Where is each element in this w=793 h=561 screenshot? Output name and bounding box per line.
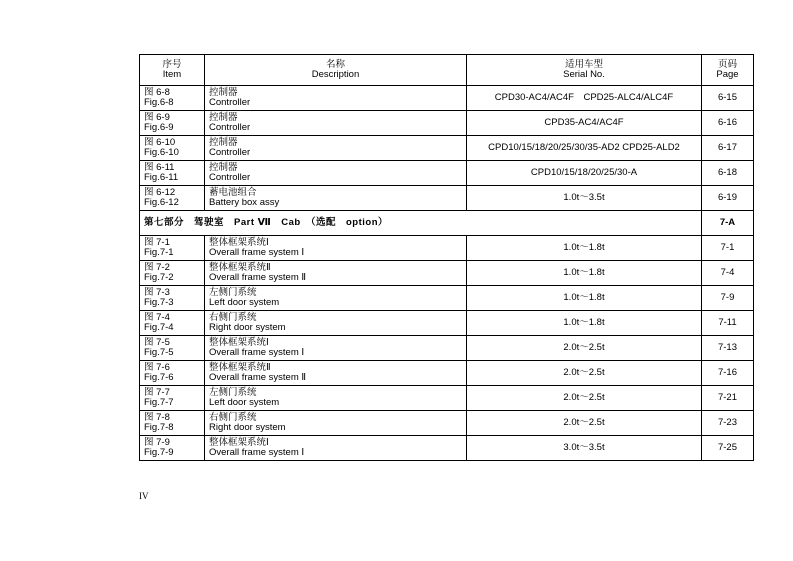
page-number: IV xyxy=(139,491,149,501)
figure-number-en: Fig.6-9 xyxy=(144,122,174,133)
page-cell: 7-16 xyxy=(702,361,754,386)
description-cn: 整体框架系统Ⅰ xyxy=(209,336,269,348)
description-cell xyxy=(205,411,467,436)
table-row xyxy=(140,436,754,461)
table-row xyxy=(140,161,754,186)
serial-cell: CPD10/15/18/20/25/30-A xyxy=(467,161,702,186)
description-en: Right door system xyxy=(209,422,286,433)
description-en: Right door system xyxy=(209,322,286,333)
page-cell: 7-23 xyxy=(702,411,754,436)
description-cell xyxy=(205,386,467,411)
figure-number-en: Fig.6-11 xyxy=(144,172,179,183)
table-row xyxy=(140,186,754,211)
description-cell xyxy=(205,186,467,211)
serial-cell: 2.0t～2.5t xyxy=(467,361,702,386)
page-cell: 7-25 xyxy=(702,436,754,461)
table-row xyxy=(140,236,754,261)
description-en: Left door system xyxy=(209,297,280,308)
part-title: 第七部分 驾驶室 Part Ⅶ Cab （选配 option） xyxy=(140,211,702,236)
table-row xyxy=(140,411,754,436)
description-en: Controller xyxy=(209,122,251,133)
description-en: Overall frame system Ⅰ xyxy=(209,447,305,458)
description-cell xyxy=(205,286,467,311)
table-row xyxy=(140,286,754,311)
figure-number-cn: 图 6-10 xyxy=(144,136,176,148)
description-cn: 右侧门系统 xyxy=(209,311,257,323)
figure-number-cn: 图 7-4 xyxy=(144,311,170,323)
header-row xyxy=(140,55,754,86)
item-cell xyxy=(140,361,205,386)
description-cn: 右侧门系统 xyxy=(209,411,257,423)
figure-number-cn: 图 7-3 xyxy=(144,286,170,298)
table-row xyxy=(140,311,754,336)
table-row xyxy=(140,386,754,411)
page-cell: 7-4 xyxy=(702,261,754,286)
figure-number-en: Fig.7-9 xyxy=(144,447,174,458)
table-row xyxy=(140,86,754,111)
description-cell xyxy=(205,436,467,461)
serial-cell: 1.0t～1.8t xyxy=(467,261,702,286)
item-cell xyxy=(140,186,205,211)
table-row xyxy=(140,111,754,136)
description-en: Left door system xyxy=(209,397,280,408)
figure-number-en: Fig.7-7 xyxy=(144,397,174,408)
description-en: Controller xyxy=(209,147,251,158)
description-en: Controller xyxy=(209,97,251,108)
description-cell xyxy=(205,111,467,136)
serial-cell: CPD30-AC4/AC4F CPD25-ALC4/ALC4F xyxy=(467,86,702,111)
figure-number-en: Fig.7-4 xyxy=(144,322,174,333)
description-cn: 整体框架系统Ⅰ xyxy=(209,236,269,248)
figure-number-cn: 图 6-8 xyxy=(144,86,170,98)
item-cell xyxy=(140,86,205,111)
item-cell xyxy=(140,161,205,186)
description-cn: 控制器 xyxy=(209,111,238,123)
table-row xyxy=(140,261,754,286)
header-item: 序号 Item xyxy=(140,55,205,86)
description-cn: 控制器 xyxy=(209,161,238,173)
serial-cell: 2.0t～2.5t xyxy=(467,336,702,361)
parts-index-table xyxy=(139,54,754,461)
description-en: Overall frame system Ⅱ xyxy=(209,272,307,283)
figure-number-cn: 图 7-8 xyxy=(144,411,170,423)
description-cn: 蓄电池组合 xyxy=(209,186,257,198)
header-description: 名称 Description xyxy=(205,55,467,86)
figure-number-cn: 图 7-7 xyxy=(144,386,170,398)
figure-number-cn: 图 7-1 xyxy=(144,236,170,248)
part-page: 7-A xyxy=(702,211,754,236)
figure-number-en: Fig.6-10 xyxy=(144,147,179,158)
figure-number-cn: 图 7-9 xyxy=(144,436,170,448)
description-cell xyxy=(205,161,467,186)
figure-number-cn: 图 7-2 xyxy=(144,261,170,273)
description-en: Battery box assy xyxy=(209,197,280,208)
item-cell xyxy=(140,261,205,286)
description-cell xyxy=(205,261,467,286)
description-en: Overall frame system Ⅰ xyxy=(209,347,305,358)
figure-number-en: Fig.7-6 xyxy=(144,372,174,383)
page-cell: 6-18 xyxy=(702,161,754,186)
description-cn: 左侧门系统 xyxy=(209,386,257,398)
figure-number-en: Fig.6-12 xyxy=(144,197,179,208)
serial-cell: CPD10/15/18/20/25/30/35-AD2 CPD25-ALD2 xyxy=(467,136,702,161)
serial-cell: 3.0t～3.5t xyxy=(467,436,702,461)
figure-number-en: Fig.7-3 xyxy=(144,297,174,308)
serial-cell: 1.0t～1.8t xyxy=(467,286,702,311)
figure-number-en: Fig.7-5 xyxy=(144,347,174,358)
page-cell: 7-21 xyxy=(702,386,754,411)
item-cell xyxy=(140,336,205,361)
description-cn: 整体框架系统Ⅰ xyxy=(209,436,269,448)
item-cell xyxy=(140,411,205,436)
figure-number-cn: 图 7-5 xyxy=(144,336,170,348)
page-cell: 7-13 xyxy=(702,336,754,361)
description-cell xyxy=(205,86,467,111)
description-en: Controller xyxy=(209,172,251,183)
description-en: Overall frame system Ⅱ xyxy=(209,372,307,383)
serial-cell: 1.0t～1.8t xyxy=(467,311,702,336)
table-row xyxy=(140,336,754,361)
page-cell: 7-11 xyxy=(702,311,754,336)
description-cn: 左侧门系统 xyxy=(209,286,257,298)
item-cell xyxy=(140,286,205,311)
serial-cell: 1.0t～3.5t xyxy=(467,186,702,211)
part-heading-row xyxy=(140,211,754,236)
table-row xyxy=(140,361,754,386)
description-cell xyxy=(205,236,467,261)
page-cell: 6-17 xyxy=(702,136,754,161)
header-serial: 适用车型 Serial No. xyxy=(467,55,702,86)
item-cell xyxy=(140,111,205,136)
figure-number-cn: 图 6-9 xyxy=(144,111,170,123)
page-cell: 7-9 xyxy=(702,286,754,311)
item-cell xyxy=(140,136,205,161)
item-cell xyxy=(140,386,205,411)
description-en: Overall frame system Ⅰ xyxy=(209,247,305,258)
description-cn: 整体框架系统Ⅱ xyxy=(209,261,271,273)
item-cell xyxy=(140,436,205,461)
page-cell: 6-15 xyxy=(702,86,754,111)
figure-number-en: Fig.6-8 xyxy=(144,97,174,108)
serial-cell: 1.0t～1.8t xyxy=(467,236,702,261)
page-cell: 7-1 xyxy=(702,236,754,261)
figure-number-cn: 图 7-6 xyxy=(144,361,170,373)
header-page: 页码 Page xyxy=(702,55,754,86)
description-cell xyxy=(205,336,467,361)
figure-number-en: Fig.7-2 xyxy=(144,272,174,283)
figure-number-cn: 图 6-11 xyxy=(144,161,175,173)
serial-cell: 2.0t～2.5t xyxy=(467,411,702,436)
serial-cell: 2.0t～2.5t xyxy=(467,386,702,411)
page-cell: 6-19 xyxy=(702,186,754,211)
figure-number-en: Fig.7-1 xyxy=(144,247,174,258)
figure-number-en: Fig.7-8 xyxy=(144,422,174,433)
item-cell xyxy=(140,236,205,261)
item-cell xyxy=(140,311,205,336)
figure-number-cn: 图 6-12 xyxy=(144,186,176,198)
page-cell: 6-16 xyxy=(702,111,754,136)
serial-cell: CPD35-AC4/AC4F xyxy=(467,111,702,136)
description-cell xyxy=(205,311,467,336)
description-cn: 控制器 xyxy=(209,136,238,148)
description-cn: 控制器 xyxy=(209,86,238,98)
description-cell xyxy=(205,136,467,161)
description-cell xyxy=(205,361,467,386)
description-cn: 整体框架系统Ⅱ xyxy=(209,361,271,373)
table-row xyxy=(140,136,754,161)
